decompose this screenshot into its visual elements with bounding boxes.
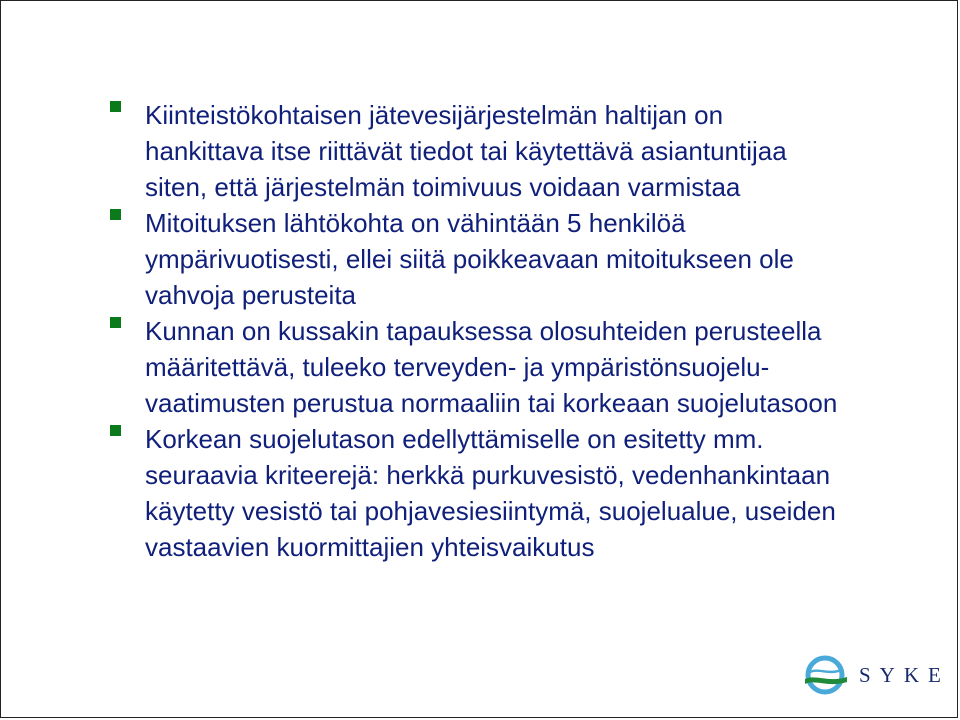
square-bullet-icon (110, 101, 121, 112)
bullet-text-line: käytetty vesistö tai pohjavesiesiintymä, suojelualue, useiden (145, 496, 836, 526)
bullet-item (110, 421, 870, 565)
square-bullet-icon (110, 209, 121, 220)
bullet-text-line: määritettävä, tuleeko terveyden- ja ympäristönsuojelu- (145, 352, 770, 382)
logo-text: SYKE (859, 663, 950, 687)
bullet-text-line: seuraavia kriteerejä: herkkä purkuvesistö, vedenhankintaan (145, 460, 831, 490)
bullet-text-line: Korkean suojelutason edellyttämiselle on esitetty mm. (145, 424, 764, 454)
bullet-text-line: ympärivuotisesti, ellei siitä poikkeavaan mitoitukseen ole (145, 244, 794, 274)
bullet-text-line: vaatimusten perustua normaaliin tai korkeaan suojelutasoon (145, 388, 838, 418)
bullet-item (110, 97, 870, 205)
bullet-item (110, 313, 870, 421)
bullet-text-line: Kunnan on kussakin tapauksessa olosuhteiden perusteella (145, 316, 822, 346)
syke-logo-icon (801, 653, 853, 697)
bullet-text-line: vahvoja perusteita (145, 280, 357, 310)
bullet-text-line: Kiinteistökohtaisen jätevesijärjestelmän haltijan on (145, 100, 724, 130)
bullet-list (110, 97, 870, 565)
bullet-text-line: vastaavien kuormittajien yhteisvaikutus (145, 532, 595, 562)
bullet-item (110, 205, 870, 313)
square-bullet-icon (110, 317, 121, 328)
bullet-text-line: Mitoituksen lähtökohta on vähintään 5 henkilöä (145, 208, 686, 238)
syke-logo (801, 653, 950, 697)
square-bullet-icon (110, 425, 121, 436)
bullet-text-line: hankittava itse riittävät tiedot tai käytettävä asiantuntijaa (145, 136, 787, 166)
bullet-text-line: siten, että järjestelmän toimivuus voidaan varmistaa (145, 172, 741, 202)
